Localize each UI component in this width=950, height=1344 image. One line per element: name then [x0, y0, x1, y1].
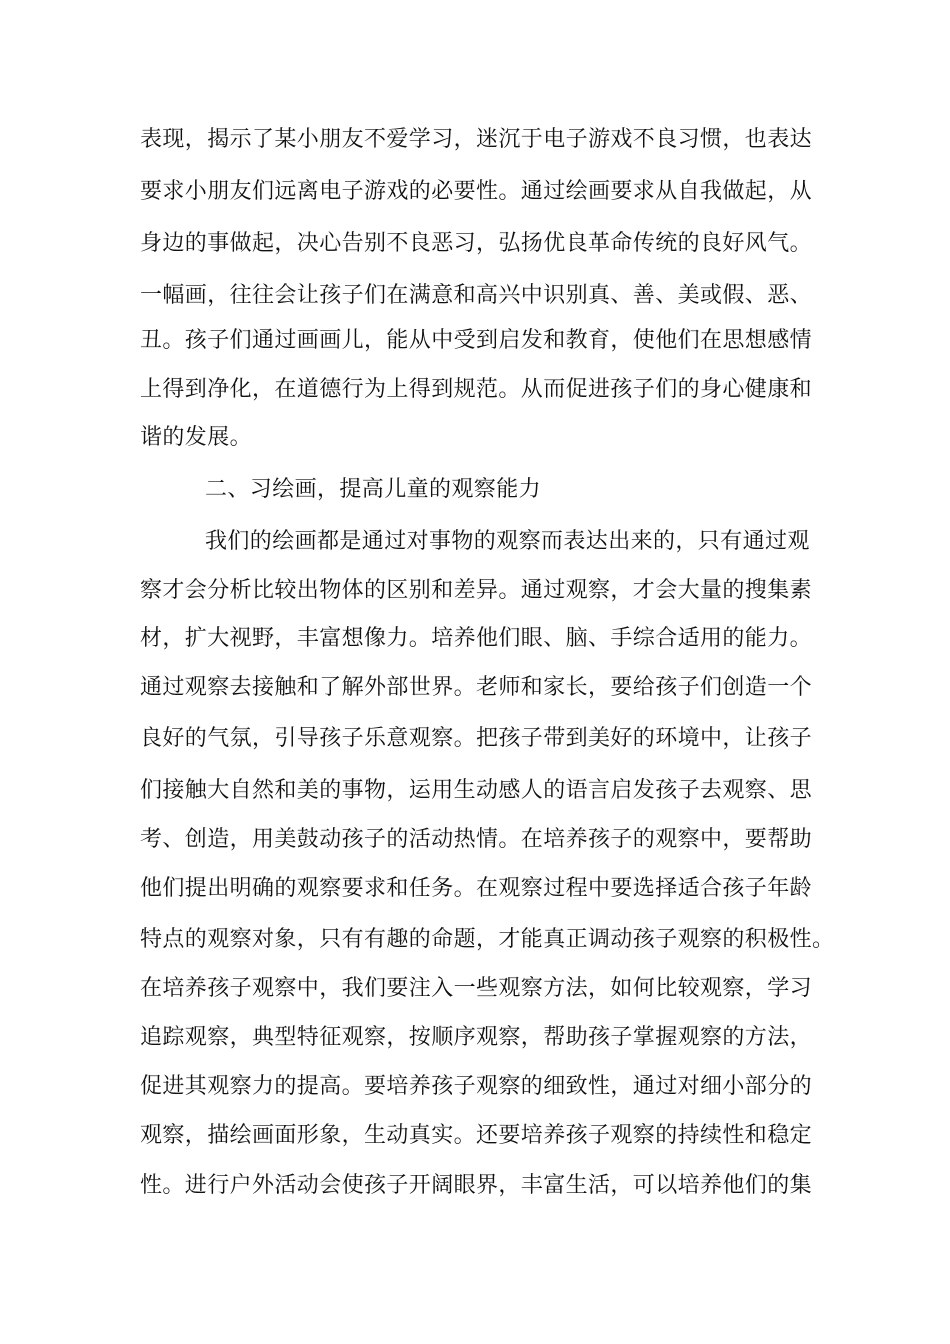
text-line: 性。进行户外活动会使孩子开阔眼界，丰富生活，可以培养他们的集	[140, 1173, 813, 1198]
text-line: 促进其观察力的提高。要培养孩子观察的细致性，通过对细小部分的	[140, 1074, 813, 1099]
text-line: 一幅画，往往会让孩子们在满意和高兴中识别真、善、美或假、恶、	[140, 283, 813, 308]
section-heading: 二、习绘画，提高儿童的观察能力	[205, 477, 542, 502]
text-line: 特点的观察对象，只有有趣的命题，才能真正调动孩子观察的积极性。	[140, 927, 835, 952]
text-line: 在培养孩子观察中，我们要注入一些观察方法，如何比较观察，学习	[140, 976, 813, 1001]
text-line: 他们提出明确的观察要求和任务。在观察过程中要选择适合孩子年龄	[140, 876, 813, 901]
text-line: 表现，揭示了某小朋友不爱学习，迷沉于电子游戏不良习惯，也表达	[140, 127, 813, 152]
text-line: 材，扩大视野，丰富想像力。培养他们眼、脑、手综合适用的能力。	[140, 626, 813, 651]
text-line: 丑。孩子们通过画画儿，能从中受到启发和教育，使他们在思想感情	[140, 328, 813, 353]
text-line: 考、创造，用美鼓动孩子的活动热情。在培养孩子的观察中，要帮助	[140, 827, 813, 852]
text-line: 上得到净化，在道德行为上得到规范。从而促进孩子们的身心健康和	[140, 377, 813, 402]
text-line: 观察，描绘画面形象，生动真实。还要培养孩子观察的持续性和稳定	[140, 1123, 813, 1148]
text-line: 要求小朋友们远离电子游戏的必要性。通过绘画要求从自我做起，从	[140, 179, 813, 204]
text-line: 谐的发展。	[140, 425, 253, 450]
text-line: 身边的事做起，决心告别不良恶习，弘扬优良革命传统的良好风气。	[140, 231, 813, 256]
text-line: 良好的气氛，引导孩子乐意观察。把孩子带到美好的环境中，让孩子	[140, 726, 813, 751]
text-line: 通过观察去接触和了解外部世界。老师和家长，要给孩子们创造一个	[140, 675, 813, 700]
text-line: 们接触大自然和美的事物，运用生动感人的语言启发孩子去观察、思	[140, 778, 813, 803]
text-line: 我们的绘画都是通过对事物的观察而表达出来的，只有通过观	[205, 529, 810, 554]
text-line: 察才会分析比较出物体的区别和差异。通过观察，才会大量的搜集素	[140, 578, 813, 603]
text-line: 追踪观察，典型特征观察，按顺序观察，帮助孩子掌握观察的方法，	[140, 1025, 813, 1050]
